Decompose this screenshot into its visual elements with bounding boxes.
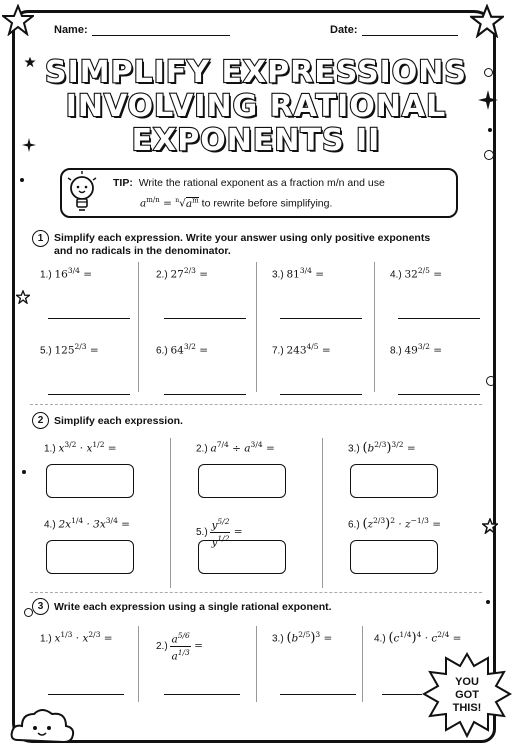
answer-line[interactable] (164, 694, 240, 695)
base: x (58, 442, 65, 455)
problem-number: 2.) (156, 269, 171, 281)
base: 27 (170, 268, 184, 281)
problem-number: 6.) (156, 345, 171, 357)
tip-box (60, 168, 458, 218)
section-divider (30, 404, 482, 405)
equals: = (230, 526, 243, 538)
base: b (367, 442, 375, 455)
operator: · (76, 442, 87, 455)
exponent: 4 (416, 630, 422, 639)
equals: = (429, 268, 443, 281)
date-line (362, 25, 458, 36)
problem-number: 4.) (44, 519, 59, 531)
exponent: 2/4 (437, 630, 450, 639)
exponent: 3/2 (391, 440, 404, 449)
equals: = (449, 632, 462, 645)
exponent: 3 (315, 630, 321, 639)
exponent: 3/2 (417, 342, 430, 351)
exponent: 2/3 (183, 266, 196, 275)
exponent: 1/2 (217, 533, 230, 543)
answer-line[interactable] (280, 318, 362, 319)
base: 125 (54, 344, 75, 357)
answer-line[interactable] (382, 694, 422, 695)
equals: = (429, 344, 443, 357)
name-label: Name: (54, 24, 88, 36)
paren: ( (362, 516, 368, 532)
denominator (171, 647, 189, 663)
exponent: 1/3 (60, 630, 73, 639)
problem-number: 8.) (390, 345, 405, 357)
problem-1 (44, 440, 117, 455)
base: 16 (54, 268, 68, 281)
answer-line[interactable] (48, 394, 130, 395)
problem-number: 3.) (348, 443, 363, 455)
answer-line[interactable] (164, 318, 246, 319)
base: a (244, 442, 251, 455)
equals: = (195, 344, 209, 357)
exponent: 5/2 (217, 517, 230, 526)
equals: = (104, 442, 117, 455)
problem-number: 5.) (40, 345, 55, 357)
section-1-number: 1 (32, 230, 49, 247)
base: 64 (170, 344, 184, 357)
base: 243 (286, 344, 307, 357)
exponent: 1/3 (177, 647, 190, 657)
equals: = (311, 268, 325, 281)
problem-3 (272, 630, 332, 646)
date-field[interactable] (330, 24, 458, 36)
exponent: 2/3 (88, 630, 101, 639)
problem-4 (374, 630, 461, 646)
operator: · 3x (83, 518, 106, 531)
paren: ( (362, 440, 368, 456)
column-divider (362, 626, 363, 702)
star-icon (2, 4, 34, 36)
answer-line[interactable] (398, 318, 480, 319)
answer-box[interactable] (46, 464, 134, 498)
dot-decoration (486, 600, 490, 604)
section-2-number: 2 (32, 412, 49, 429)
problem-number: 1.) (44, 443, 59, 455)
radical-icon: √ (179, 197, 186, 210)
exponent: 3/4 (250, 440, 263, 449)
lightbulb-icon (66, 170, 98, 216)
column-divider (256, 626, 257, 702)
operator: ÷ (228, 442, 245, 455)
answer-line[interactable] (48, 694, 124, 695)
problem-1 (40, 630, 113, 645)
date-label: Date: (330, 24, 358, 36)
tip-label: TIP: (113, 177, 133, 189)
exponent: 5/6 (177, 631, 190, 640)
section-1-instruction: Simplify each expression. Write your answer using only positive exponents and no radicals in the denominator. (54, 232, 431, 257)
tip-line-2: $a^{m/n} = ^n√a^m$ to rewrite before simplifying. (140, 196, 333, 210)
base: 32 (404, 268, 418, 281)
answer-box[interactable] (198, 540, 286, 574)
star-icon (470, 4, 504, 38)
star-icon (482, 518, 498, 534)
problem-1 (40, 266, 92, 281)
problem-3 (348, 440, 416, 456)
exponent: 2/3 (74, 342, 87, 351)
exponent: −1/3 (410, 516, 429, 525)
column-divider (256, 262, 257, 392)
cloud-icon (8, 700, 78, 748)
answer-line[interactable] (164, 394, 246, 395)
base: a (171, 633, 178, 646)
equals: = (190, 640, 203, 652)
problem-2 (156, 630, 203, 662)
problem-number: 3.) (272, 633, 287, 645)
answer-line[interactable] (280, 694, 356, 695)
problem-5 (40, 342, 99, 357)
numerator (170, 630, 190, 647)
column-divider (374, 262, 375, 392)
problem-number: 7.) (272, 345, 287, 357)
exponent: 4/5 (306, 342, 319, 351)
exponent: 3/2 (64, 440, 77, 449)
tip-line-1 (113, 177, 453, 189)
exponent: 2 (390, 516, 396, 525)
badge-text: YOU GOT THIS! (452, 676, 482, 714)
section-divider (30, 592, 482, 593)
problem-number: 1.) (40, 633, 55, 645)
base: y (211, 536, 218, 548)
equals: = (262, 442, 275, 455)
equals: = (79, 268, 93, 281)
paren: ) (310, 630, 316, 646)
fraction (170, 630, 190, 662)
name-line (92, 25, 230, 36)
title-line-3: EXPONENTS II (131, 123, 381, 158)
operator: · c (421, 632, 438, 645)
problem-6 (156, 342, 208, 357)
base: a (171, 650, 178, 662)
problem-number: 4.) (390, 269, 405, 281)
title-line-2: INVOLVING RATIONAL (65, 89, 447, 124)
problem-4 (44, 516, 130, 531)
problem-7 (272, 342, 331, 357)
column-divider (138, 262, 139, 392)
exponent: 3/4 (299, 266, 312, 275)
problem-number: 4.) (374, 633, 389, 645)
equals: = (117, 518, 130, 531)
star-icon (16, 290, 30, 304)
base: x (54, 632, 61, 645)
column-divider (170, 438, 171, 588)
equals: = (86, 344, 99, 357)
operator: · x (72, 632, 89, 645)
base: 49 (404, 344, 418, 357)
equals: = (100, 632, 113, 645)
base: b (291, 632, 299, 645)
problem-2 (156, 266, 208, 281)
base: x (86, 442, 93, 455)
section-2-instruction: Simplify each expression. (54, 415, 183, 427)
exponent: 3/4 (67, 266, 80, 275)
paren: ( (286, 630, 292, 646)
dot-decoration (20, 178, 24, 182)
answer-box[interactable] (198, 464, 286, 498)
paren: ) (386, 440, 392, 456)
exponent: 1/2 (92, 440, 105, 449)
problem-number: 2.) (196, 443, 211, 455)
base: 2x (58, 518, 72, 531)
equals: = (320, 632, 333, 645)
problem-2 (196, 440, 275, 455)
tip-text-1: Write the rational exponent as a fraction m/n and use (138, 177, 385, 189)
exponent: 2/5 (417, 266, 430, 275)
dot-decoration (486, 376, 496, 386)
answer-line[interactable] (398, 394, 480, 395)
problem-number: 2.) (156, 641, 171, 652)
paren: ) (411, 630, 417, 646)
exponent: 3/4 (105, 516, 118, 525)
section-3-instruction: Write each expression using a single rational exponent. (54, 601, 332, 613)
exponent: 3/2 (183, 342, 196, 351)
answer-box[interactable] (46, 540, 134, 574)
numerator (210, 516, 230, 533)
base: y (211, 519, 218, 532)
base: z (367, 518, 374, 531)
equals: = (195, 268, 209, 281)
base: 81 (286, 268, 300, 281)
section-3-number: 3 (32, 598, 49, 615)
answer-box[interactable] (350, 540, 438, 574)
equals: = (428, 518, 442, 531)
equals: = (403, 442, 416, 455)
title-line-1: SIMPLIFY EXPRESSIONS (45, 55, 467, 90)
problem-6 (348, 516, 441, 532)
problem-4 (390, 266, 442, 281)
column-divider (322, 438, 323, 588)
exponent: 7/4 (216, 440, 229, 449)
answer-line[interactable] (48, 318, 130, 319)
name-field[interactable] (54, 24, 230, 36)
paren: ) (385, 516, 391, 532)
exponent: 1/4 (71, 516, 84, 525)
equals: = (318, 344, 331, 357)
exponent: 2/3 (373, 516, 386, 525)
exponent: 2/5 (298, 630, 311, 639)
exponent: 2/3 (374, 440, 387, 449)
base: a (210, 442, 217, 455)
exponent: 1/4 (399, 630, 412, 639)
paren: ( (388, 630, 394, 646)
problem-3 (272, 266, 324, 281)
dot-decoration (22, 470, 26, 474)
problem-8 (390, 342, 442, 357)
operator: · z (395, 518, 411, 531)
problem-number: 5.) (196, 527, 211, 538)
answer-box[interactable] (350, 464, 438, 498)
problem-number: 1.) (40, 269, 55, 281)
base: c (393, 632, 400, 645)
column-divider (138, 626, 139, 702)
answer-line[interactable] (280, 394, 362, 395)
problem-number: 6.) (348, 519, 363, 531)
problem-number: 3.) (272, 269, 287, 281)
